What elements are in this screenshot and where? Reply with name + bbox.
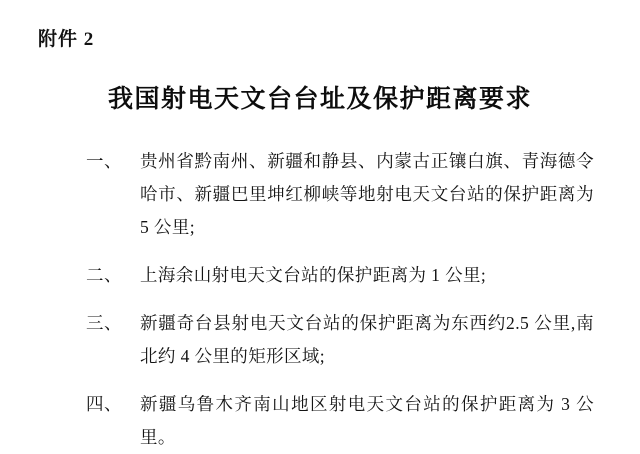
list-item xyxy=(34,388,594,454)
list-item-text: 新疆奇台县射电天文台站的保护距离为东西约2.5 公里,南北约 4 公里的矩形区域; xyxy=(140,313,594,366)
list-item-marker: 四、 xyxy=(86,394,122,414)
page-title: 我国射电天文台台址及保护距离要求 xyxy=(107,86,532,113)
list-item xyxy=(34,259,594,292)
list-item-text: 上海余山射电天文台站的保护距离为 1 公里; xyxy=(140,265,487,285)
list-item-marker: 二、 xyxy=(86,265,122,285)
list-item-marker: 一、 xyxy=(86,151,122,171)
list-item-text: 贵州省黔南州、新疆和静县、内蒙古正镶白旗、青海德令哈市、新疆巴里坤红柳峡等地射电天文台站的保护距离为 5 公里; xyxy=(140,151,594,237)
list-item xyxy=(34,307,594,373)
clause-list xyxy=(34,145,594,454)
list-item-marker: 三、 xyxy=(86,313,122,333)
list-item-text: 新疆乌鲁木齐南山地区射电天文台站的保护距离为 3 公里。 xyxy=(140,394,594,447)
list-item xyxy=(34,145,594,244)
attachment-label: 附件 2 xyxy=(38,29,95,50)
